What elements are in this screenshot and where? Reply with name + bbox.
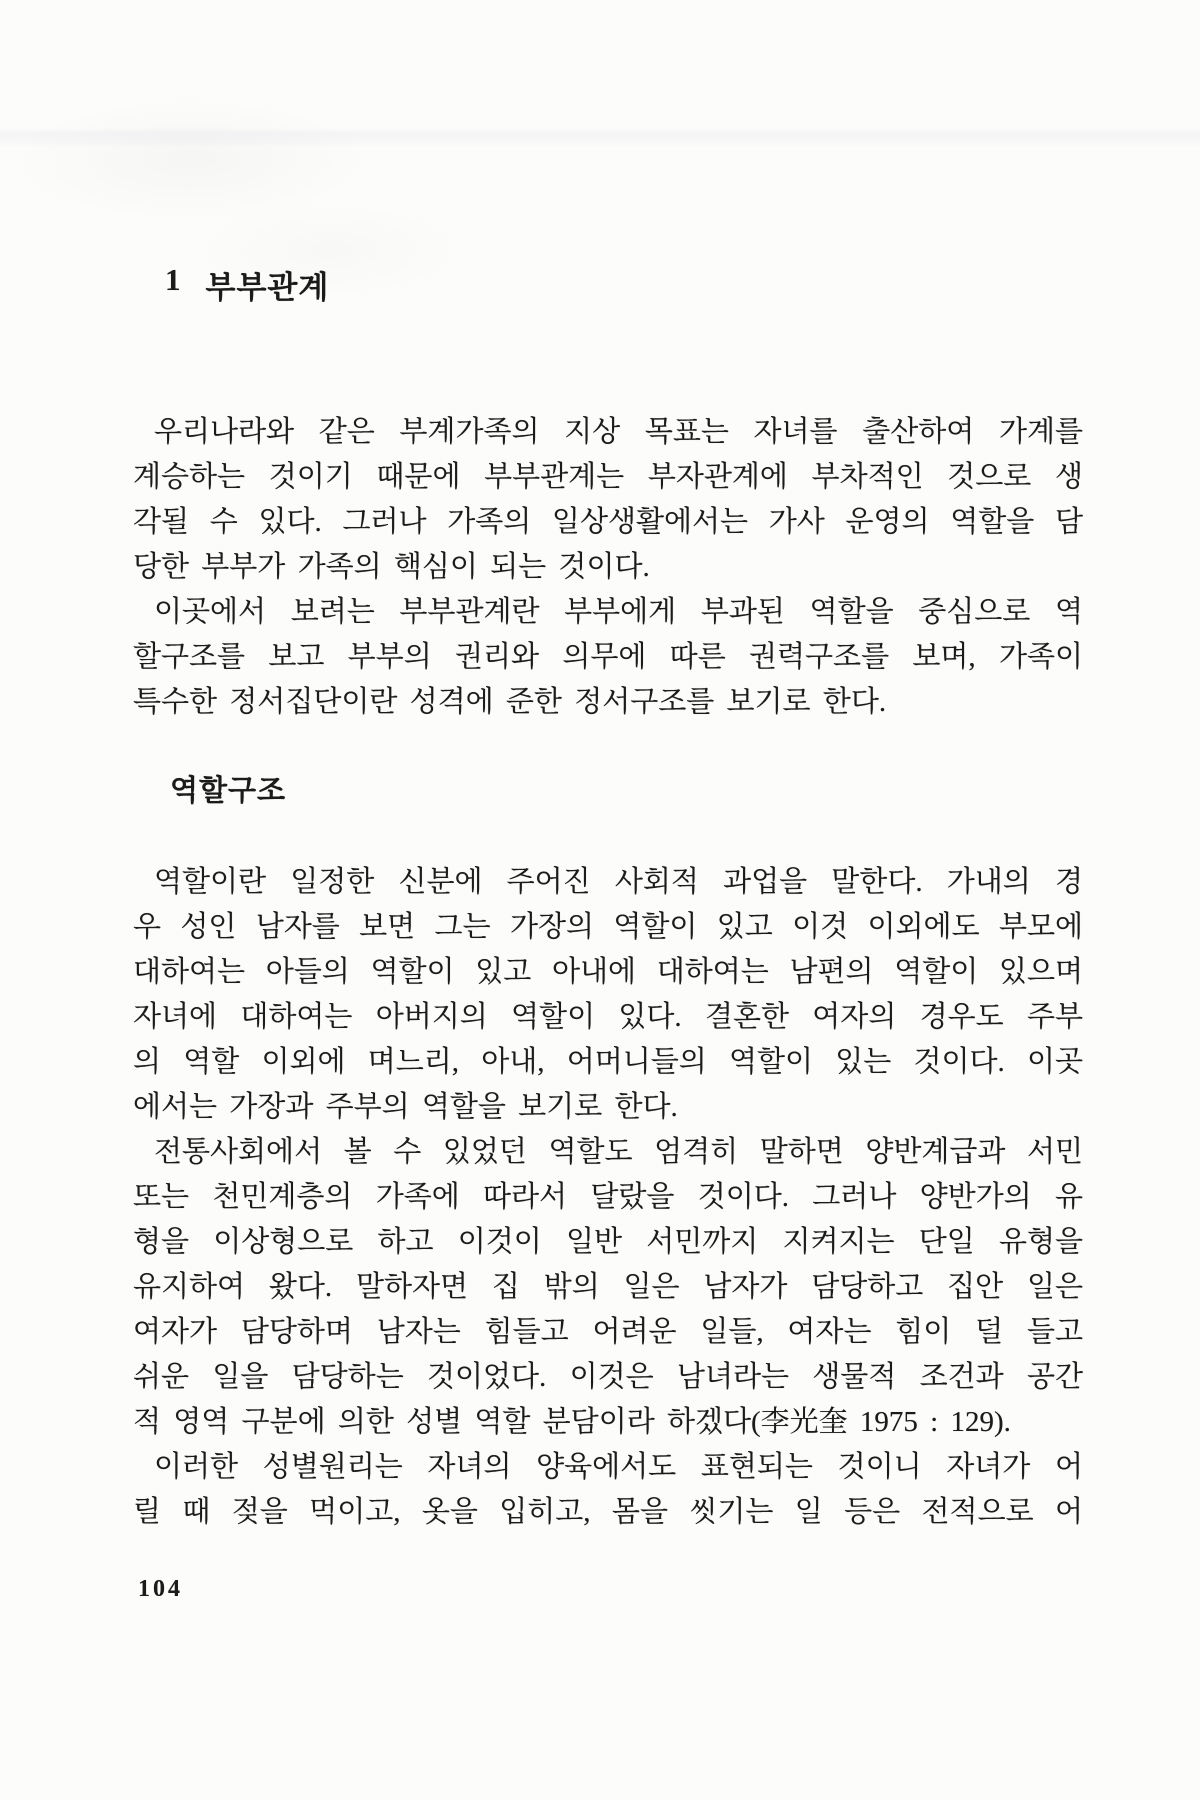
text-line: 계승하는 것이기 때문에 부부관계는 부자관계에 부차적인 것으로 생 [133,461,1083,493]
text-line: 릴 때 젖을 먹이고, 옷을 입히고, 몸을 씻기는 일 등은 전적으로 어 [133,1496,1083,1528]
text-line: 여자가 담당하며 남자는 힘들고 어려운 일들, 여자는 힘이 덜 들고 [133,1316,1083,1348]
page-number: 104 [138,1576,183,1602]
text-line: 자녀에 대하여는 아버지의 역할이 있다. 결혼한 여자의 경우도 주부 [133,1001,1083,1033]
text-line: 의 역할 이외에 며느리, 아내, 어머니들의 역할이 있는 것이다. 이곳 [133,1046,1083,1078]
text-line: 이러한 성별원리는 자녀의 양육에서도 표현되는 것이니 자녀가 어 [154,1451,1083,1483]
text-line: 당한 부부가 가족의 핵심이 되는 것이다. [133,551,650,583]
text-line: 우 성인 남자를 보면 그는 가장의 역할이 있고 이것 이외에도 부모에 [133,911,1083,943]
text-line: 쉬운 일을 담당하는 것이었다. 이것은 남녀라는 생물적 조건과 공간 [133,1361,1083,1393]
text-line: 특수한 정서집단이란 성격에 준한 정서구조를 보기로 한다. [133,686,887,718]
section-heading: 역할구조 [170,775,287,807]
text-line: 전통사회에서 볼 수 있었던 역할도 엄격히 말하면 양반계급과 서민 [154,1136,1083,1168]
chapter-heading [165,262,329,307]
text-line: 이곳에서 보려는 부부관계란 부부에게 부과된 역할을 중심으로 역 [154,596,1083,628]
chapter-title: 부부관계 [205,270,330,305]
chapter-number: 1 [165,262,182,297]
text-line: 적 영역 구분에 의한 성별 역할 분담이라 하겠다(李光奎 1975 : 129). [133,1406,1011,1438]
text-line: 또는 천민계층의 가족에 따라서 달랐을 것이다. 그러나 양반가의 유 [133,1181,1083,1213]
intro-paragraphs [133,410,1083,725]
text-line: 각될 수 있다. 그러나 가족의 일상생활에서는 가사 운영의 역할을 담 [133,506,1083,538]
text-line: 할구조를 보고 부부의 권리와 의무에 따른 권력구조를 보며, 가족이 [133,641,1083,673]
text-line: 유지하여 왔다. 말하자면 집 밖의 일은 남자가 담당하고 집안 일은 [133,1271,1083,1303]
text-line: 형을 이상형으로 하고 이것이 일반 서민까지 지켜지는 단일 유형을 [133,1226,1083,1258]
text-line: 우리나라와 같은 부계가족의 지상 목표는 자녀를 출산하여 가계를 [154,416,1083,448]
text-line: 대하여는 아들의 역할이 있고 아내에 대하여는 남편의 역할이 있으며 [133,956,1083,988]
text-line: 역할이란 일정한 신분에 주어진 사회적 과업을 말한다. 가내의 경 [154,866,1083,898]
text-line: 에서는 가장과 주부의 역할을 보기로 한다. [133,1091,678,1123]
section-paragraphs [133,860,1083,1535]
